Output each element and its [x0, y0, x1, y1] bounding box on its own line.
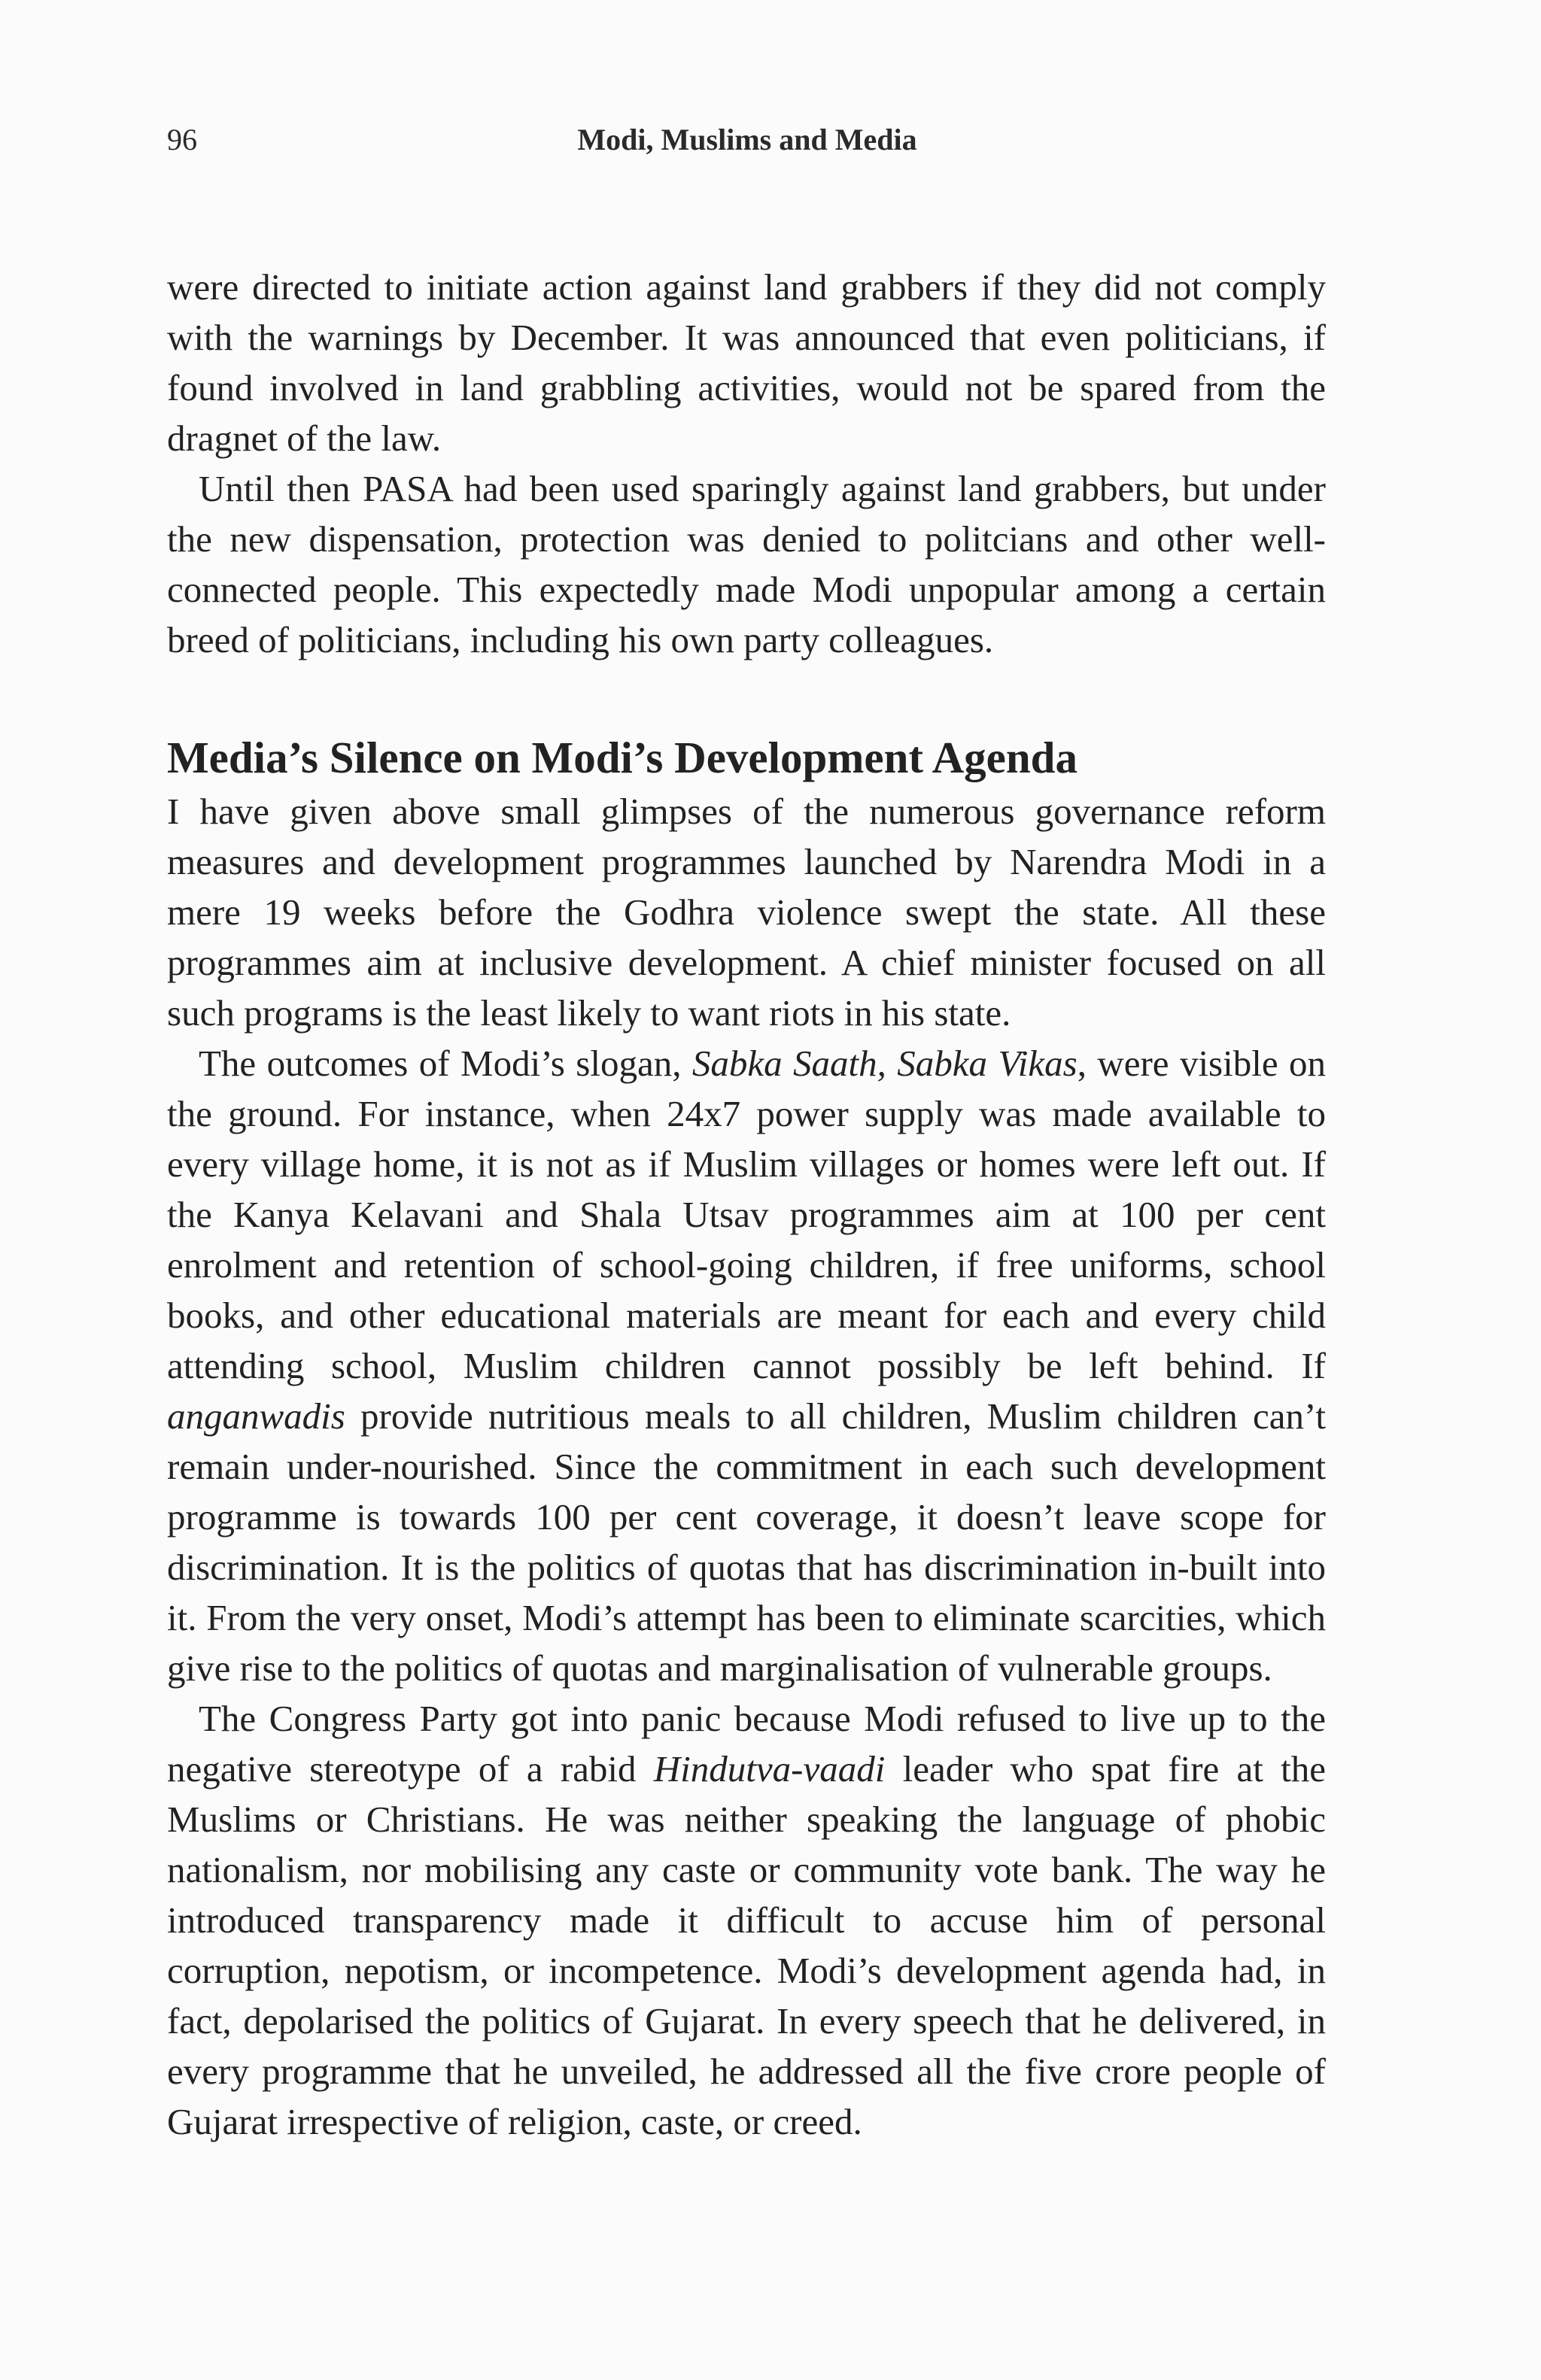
paragraph-continued: were directed to initiate action against land grabbers if they did not comply with the warnings by December. It was announced that even politicians, if found involved in land grabbling activities, would not be spared from the dragnet of the law. [167, 266, 1326, 459]
congress-text-1: The Congress Party got into panic because Modi refused to live up to the negative stereotype of a rabid [167, 1698, 1326, 1790]
slogan-italic: Sabka Saath, Sabka Vikas [691, 1043, 1077, 1084]
page-number: 96 [167, 123, 197, 156]
outcomes-text-1: The outcomes of Modi’s slogan, [199, 1043, 692, 1084]
page-body [167, 262, 1326, 2147]
section-heading: Media’s Silence on Modi’s Development Agenda [167, 733, 1077, 782]
book-title: Modi, Muslims and Media [577, 123, 917, 156]
paragraph-congress [167, 1693, 1326, 2147]
running-header [0, 117, 1541, 162]
outcomes-text-2: , were visible on the ground. For instance, when 24x7 power supply was made available to every village home, it is not as if Muslim villages or homes were left out. If the Kanya Kelavani and Shala Utsav programmes aim at 100 per cent enrolment and retention of school-going children, if free uniforms, school books, and other educational materials are meant for each and every child attending school, Muslim children cannot possibly be left behind. If [167, 1043, 1327, 1386]
paragraph-glimpses: I have given above small glimpses of the numerous governance reform measures and development programmes launched by Narendra Modi in a mere 19 weeks before the Godhra violence swept the state. All these programmes aim at inclusive development. A chief minister focused on all such programs is the least likely to want riots in his state. [167, 791, 1326, 1034]
hindutva-italic: Hindutva-vaadi [653, 1748, 886, 1790]
anganwadis-italic: anganwadis [167, 1395, 345, 1437]
paragraph-outcomes [167, 1038, 1326, 1693]
outcomes-text-3: provide nutritious meals to all children, Muslim children can’t remain under-nourished. Since the commitment in each such development programme is towards 100 per cent coverage, it doesn’t leave scope for discrimination. It is the politics of quotas that has discrimination in-built into it. From the very onset, Modi’s attempt has been to eliminate scarcities, which give rise to the politics of quotas and marginalisation of vulnerable groups. [167, 1395, 1326, 1689]
congress-text-2: leader who spat fire at the Muslims or Christians. He was neither speaking the language of phobic nationalism, nor mobilising any caste or community vote bank. The way he introduced transparency made it difficult to accuse him of personal corruption, nepotism, or incompetence. Modi’s development agenda had, in fact, depolarised the politics of Gujarat. In every speech that he delivered, in every programme that he unveiled, he addressed all the five crore people of Gujarat irrespective of religion, caste, or creed. [167, 1748, 1327, 2142]
paragraph-pasa: Until then PASA had been used sparingly against land grabbers, but under the new dispensation, protection was denied to politcians and other well-connected people. This expectedly made Modi unpopular among a certain breed of politicians, including his own party colleagues. [167, 468, 1326, 660]
